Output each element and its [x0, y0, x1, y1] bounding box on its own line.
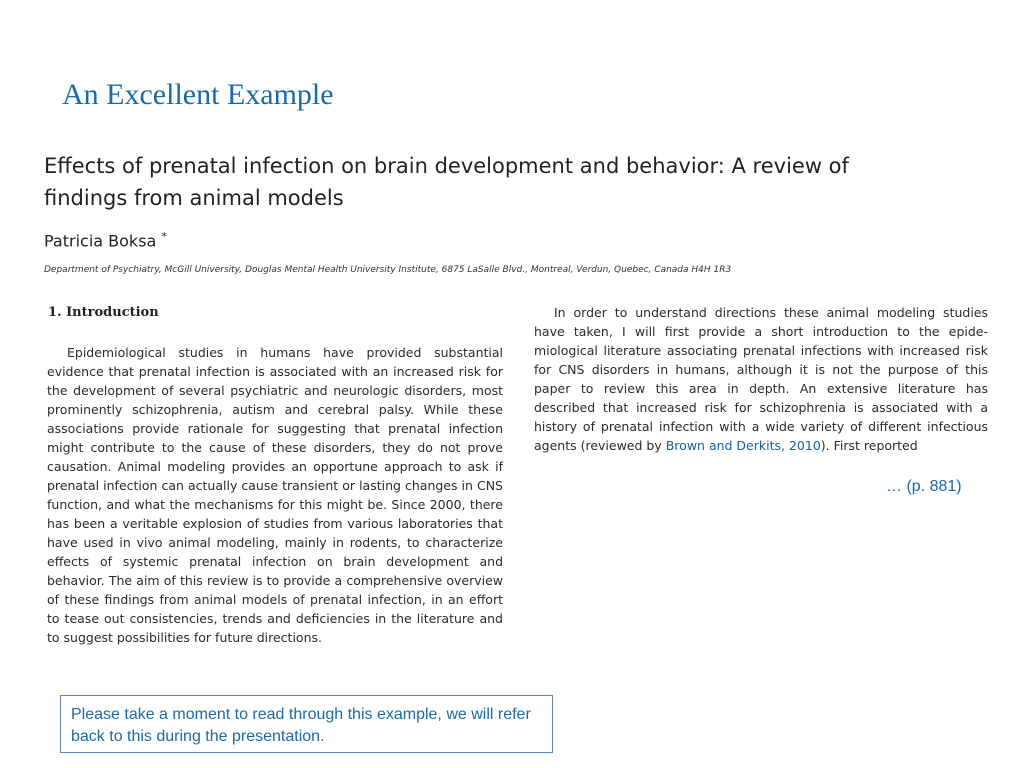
note-box: Please take a moment to read through this example, we will refer back to this during the presentation. — [60, 695, 553, 753]
paper-author — [44, 230, 167, 250]
corresponding-author-mark: * — [161, 230, 167, 243]
right-paragraph-text: In order to understand directions these animal modeling studies have taken, I will first provide a short introduction to the epidemiological literature associating prenatal infections with increased risk for CNS disorders in humans, although it is not the purpose of this paper to review this area in depth. An extensive literature has described that increased risk for schizophrenia is associated with a history of prenatal infection with a wide variety of different infectious agents (reviewed by — [534, 305, 988, 453]
slide-title: An Excellent Example — [62, 78, 334, 111]
page-citation: … (p. 881) — [886, 478, 962, 495]
right-paragraph-tail: ). First reported — [820, 438, 918, 453]
right-column-paragraph — [534, 303, 988, 455]
paper-affiliation: Department of Psychiatry, McGill University, Douglas Mental Health University Institute, 6875 LaSalle Blvd., Montreal, Verdun, Quebec, Canada H4H 1R3 — [44, 265, 732, 275]
citation-link[interactable]: Brown and Derkits, 2010 — [665, 438, 821, 453]
paper-title: Effects of prenatal infection on brain development and behavior: A review of findings from animal models — [44, 154, 849, 210]
left-paragraph-text: Epidemiological studies in humans have provided substantial evidence that prenatal infection is associated with an increased risk for the development of several psychiatric and neurologic disorders, most prominently schizophrenia, autism and cerebral palsy. While these associations provide rationale for suggesting that prenatal infection might contribute to the cause of these disorders, they do not prove causation. Animal modeling provides an opportune approach to ask if prenatal infection can actually cause transient or lasting changes in CNS function, and what the mechanisms for this might be. Since 2000, there has been a veritable explosion of studies from various laboratories that have used in vivo animal modeling, mainly in rodents, to characterize effects of systemic prenatal infection on brain development and behavior. The aim of this review is to provide a comprehensive overview of these findings from animal models of prenatal infection, in an effort to tease out consistencies, trends and deficiencies in the literature and to suggest possibilities for future directions. — [47, 345, 503, 645]
author-name: Patricia Boksa — [44, 231, 157, 251]
section-heading: 1. Introduction — [48, 305, 159, 320]
left-column-paragraph — [47, 343, 503, 647]
